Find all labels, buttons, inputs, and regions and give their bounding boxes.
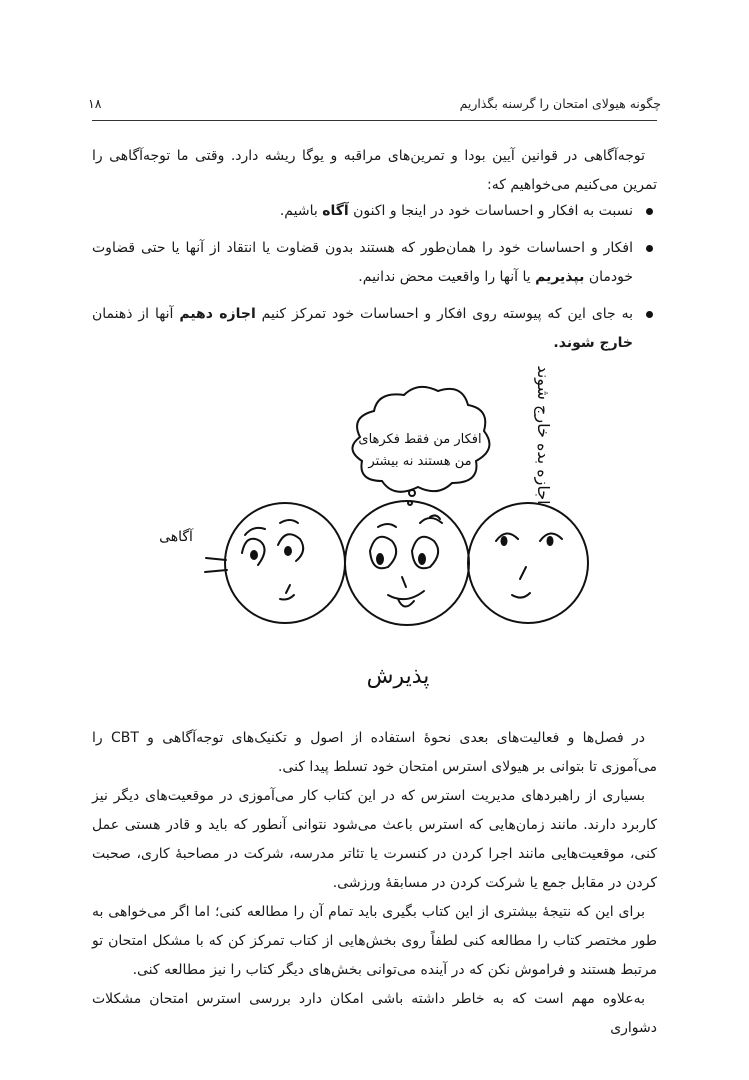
paragraph: در فصل‌ها و فعالیت‌های بعدی نحوهٔ استفاده از اصول و تکنیک‌های توجه‌آگاهی و CBT را می‌آموزی تا بتوانی بر هیولای استرس امتحان خود تسلط پیدا کنی. — [92, 730, 657, 775]
left-face-label: آگاهی — [159, 529, 193, 545]
paragraph: برای این که نتیجهٔ بیشتری از این کتاب بگیری باید تمام آن را مطالعه کنی؛ اما اگر می‌خواهی به طور مختصر کتاب را مطالعه کنی لطفاً روی بخش‌هایی از کتاب تمرکز کن که با مشکل امتحان تو مرتبط هستند و فراموش نکن که در آینده می‌توانی بخش‌های دیگر کتاب را نیز مطالعه کنی. — [92, 904, 657, 978]
bullet-dot-icon — [646, 245, 653, 252]
three-faces-illustration — [130, 345, 600, 705]
bullet-item: نسبت به افکار و احساسات خود در اینجا و اکنون آگاه باشیم. — [92, 197, 657, 226]
middle-face-icon — [345, 501, 469, 625]
intro-paragraph — [92, 142, 657, 200]
left-face-icon — [205, 503, 345, 623]
intro-text: توجه‌آگاهی در قوانین آیین بودا و تمرین‌های مراقبه و یوگا ریشه دارد. وقتی ما توجه‌آگاهی را تمرین می‌کنیم می‌خواهیم که: — [92, 148, 657, 193]
illustration-caption: پذیرش — [366, 664, 430, 689]
running-header — [88, 96, 661, 111]
header-rule — [92, 120, 657, 121]
bold-term: اجازه دهیم — [179, 306, 256, 322]
bold-term: خارج شوند. — [553, 335, 633, 351]
right-face-label: اجازه بده خارج شوند — [534, 365, 553, 505]
closing-paragraphs — [92, 724, 657, 1043]
bold-term: آگاه — [322, 203, 349, 219]
page-number: ۱۸ — [88, 96, 102, 111]
bullet-item: افکار و احساسات خود را همان‌طور که هستند بدون قضاوت یا انتقاد از آنها یا حتی قضاوت خودمان بپذیریم یا آنها را واقعیت محض ندانیم. — [92, 234, 657, 292]
bullet-dot-icon — [646, 208, 653, 215]
bullet-dot-icon — [646, 311, 653, 318]
paragraph: به‌علاوه مهم است که به خاطر داشته باشی امکان دارد بررسی استرس امتحان مشکلات دشواری — [92, 991, 657, 1036]
running-title: چگونه هیولای امتحان را گرسنه بگذاریم — [459, 96, 661, 111]
thought-bubble-line-2: من هستند نه بیشتر — [368, 454, 472, 469]
bold-term: بپذیریم — [535, 269, 585, 285]
thought-bubble-line-1: افکار من فقط فکرهای — [358, 432, 482, 447]
paragraph: بسیاری از راهبردهای مدیریت استرس که در این کتاب کار می‌آموزی در موقعیت‌های دیگر نیز کاربرد دارند. مانند زمان‌هایی که استرس باعث می‌شود نتوانی آنطور که باید و قادر هستی عمل کنی، موقعیت‌هایی مانند اجرا کردن در کنسرت یا تئاتر مدرسه، شرکت در مصاحبهٔ کاری، صحبت کردن در مقابل جمع یا شرکت کردن در مسابقهٔ ورزشی. — [92, 788, 657, 891]
bullet-item: به جای این که پیوسته روی افکار و احساسات خود تمرکز کنیم اجازه دهیم آنها از ذهنمان خارج شوند. — [92, 300, 657, 358]
mindfulness-bullet-list — [92, 197, 657, 366]
right-face-icon — [468, 503, 588, 623]
